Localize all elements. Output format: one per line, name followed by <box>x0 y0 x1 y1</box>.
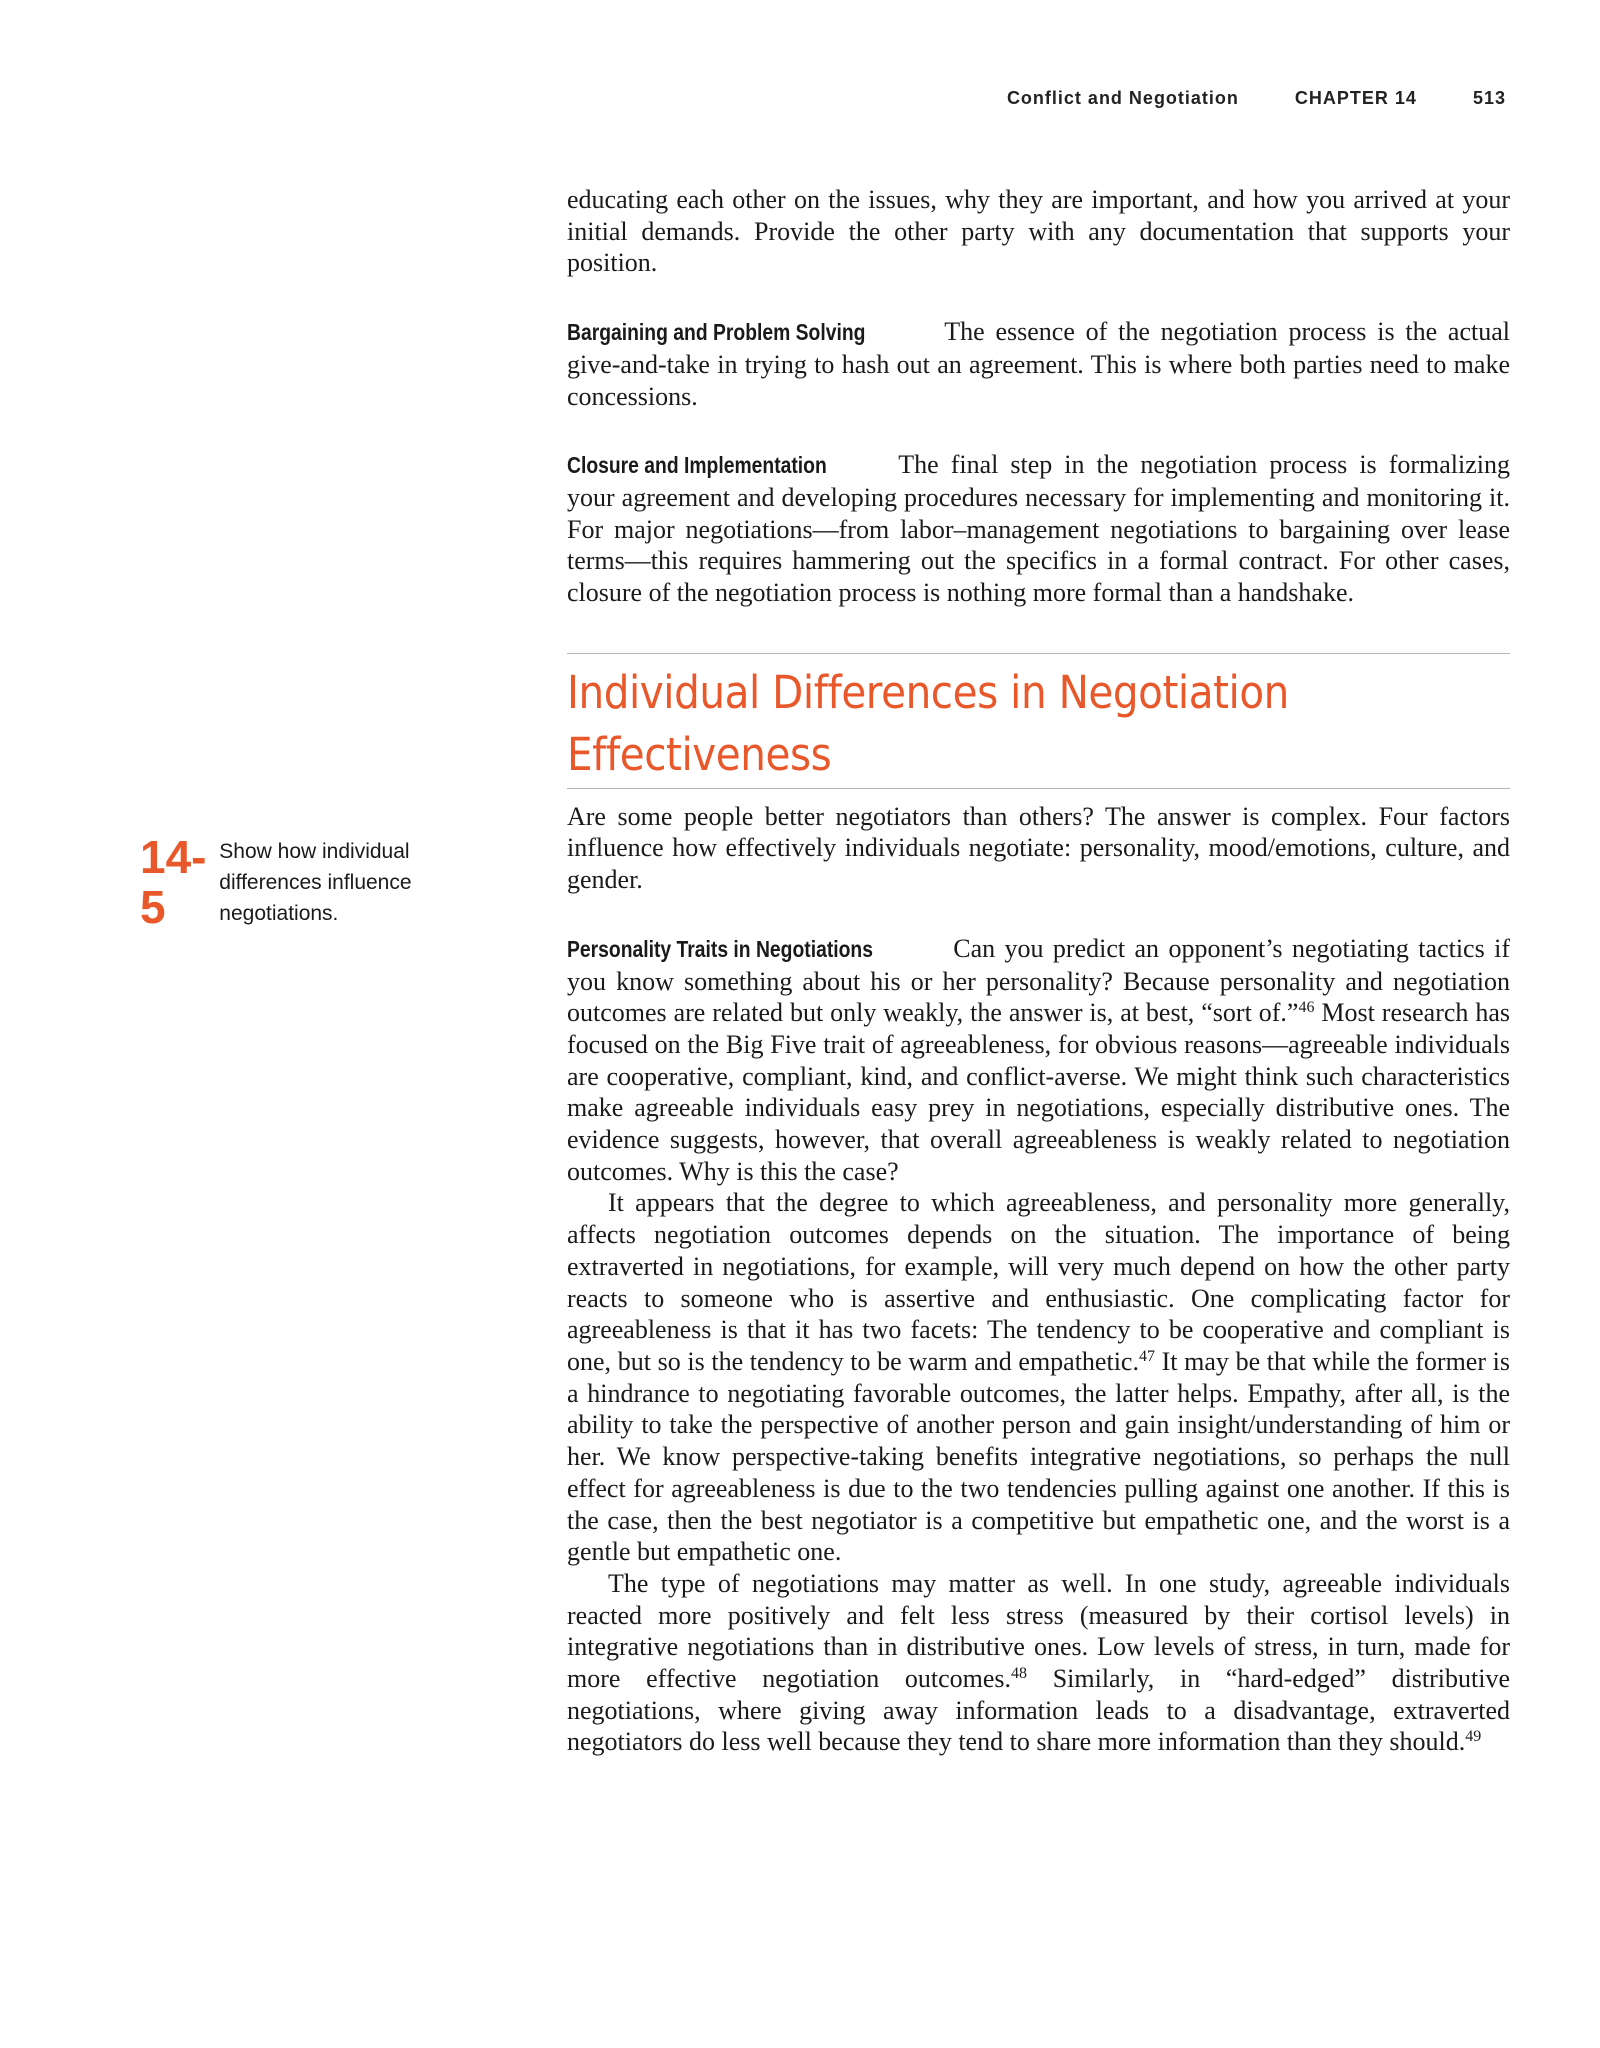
section-title-line1: Individual Differences in Negotiation <box>567 665 1289 719</box>
personality-paragraph-2 <box>567 1187 1510 1567</box>
closure-heading: Closure and Implementation <box>567 452 827 479</box>
personality-p1-a: Can you predict an opponent’s negotiating tactics if you know something about his or her personality? Because personality and negotiation outcomes are related but only weakly, the answer is, at best, “sort of.” <box>567 933 1510 1028</box>
footnote-ref-47: 47 <box>1138 1347 1155 1365</box>
closure-text: The final step in the negotiation process is formalizing your agreement and developing procedures necessary for implementing and monitoring it. For major negotiations—from labor–management negotiations to bargaining over lease terms—this requires hammering out the specifics in a formal contract. For other cases, closure of the negotiation process is nothing more formal than a handshake. <box>567 450 1510 608</box>
section-rule-bottom <box>567 788 1510 789</box>
running-head <box>1007 88 1506 109</box>
section-intro: Are some people better negotiators than others? The answer is complex. Four factors influence how effectively individuals negotiate: personality, mood/emotions, culture, and gender. <box>567 801 1510 895</box>
section-title <box>567 662 1509 786</box>
personality-p3-b: Similarly, in “hard-edged” distributive negotiations, where giving away information leads to a disadvantage, extraverted negotiators do less well because they tend to share more information than they should. <box>567 1664 1510 1757</box>
personality-p1-b: Most research has focused on the Big Five trait of agreeableness, for obvious reasons—agreeable individuals are cooperative, compliant, kind, and conflict-averse. We might think such characteristics make agreeable individuals easy prey in negotiations, especially distributive ones. The evidence suggests, however, that overall agreeableness is weakly related to negotiation outcomes. Why is this the case? <box>567 998 1510 1186</box>
section-title-line2: Effectiveness <box>567 727 832 781</box>
personality-paragraph-1 <box>567 933 1510 1188</box>
footnote-ref-46: 46 <box>1298 999 1315 1017</box>
footnote-ref-48: 48 <box>1011 1665 1028 1683</box>
chapter-label: CHAPTER 14 <box>1294 88 1417 108</box>
page-number: 513 <box>1472 88 1506 108</box>
bargaining-heading: Bargaining and Problem Solving <box>567 319 866 346</box>
personality-p2-a: It appears that the degree to which agreeableness, and personality more generally, affects negotiation outcomes depends on the situation. The importance of being extraverted in negotiations, for example, will very much depend on how the other party reacts to someone who is assertive and enthusiastic. One complicating factor for agreeableness is that it has two facets: The tendency to be cooperative and compliant is one, but so is the tendency to be warm and empathetic. <box>567 1188 1510 1376</box>
footnote-ref-49: 49 <box>1465 1728 1482 1746</box>
personality-heading: Personality Traits in Negotiations <box>567 935 873 962</box>
intro-paragraph: educating each other on the issues, why they are important, and how you arrived at your initial demands. Provide the other party with any documentation that supports your position. <box>567 185 1510 278</box>
personality-paragraph-3 <box>567 1568 1510 1758</box>
personality-p2-b: It may be that while the former is a hindrance to negotiating favorable outcomes, the latter helps. Empathy, after all, is the ability to take the perspective of another person and gain insight/understanding of him or her. We know perspective-taking benefits integrative negotiations, so perhaps the null effect for agreeableness is due to the two tendencies pulling against one another. If this is the case, then the best negotiator is a competitive but empathetic one, and the worst is a gentle but empathetic one. <box>567 1346 1511 1567</box>
section-rule-top <box>567 653 1510 654</box>
learning-objective <box>140 832 500 932</box>
main-column <box>567 184 1510 1758</box>
chapter-title: Conflict and Negotiation <box>1006 88 1239 108</box>
closure-paragraph <box>567 449 1510 609</box>
bargaining-paragraph <box>567 316 1510 412</box>
personality-p3-a: The type of negotiations may matter as well. In one study, agreeable individuals reacted more positively and felt less stress (measured by their cortisol levels) in integrative negotiations than in distributive ones. Low levels of stress, in turn, made for more effective negotiation outcomes. <box>567 1568 1510 1694</box>
learning-objective-number: 14-5 <box>140 831 207 933</box>
learning-objective-text: Show how individual differences influence negotiations. <box>219 840 412 925</box>
bargaining-text: The essence of the negotiation process is the actual give-and-take in trying to hash out an agreement. This is where both parties need to make concessions. <box>567 317 1510 411</box>
